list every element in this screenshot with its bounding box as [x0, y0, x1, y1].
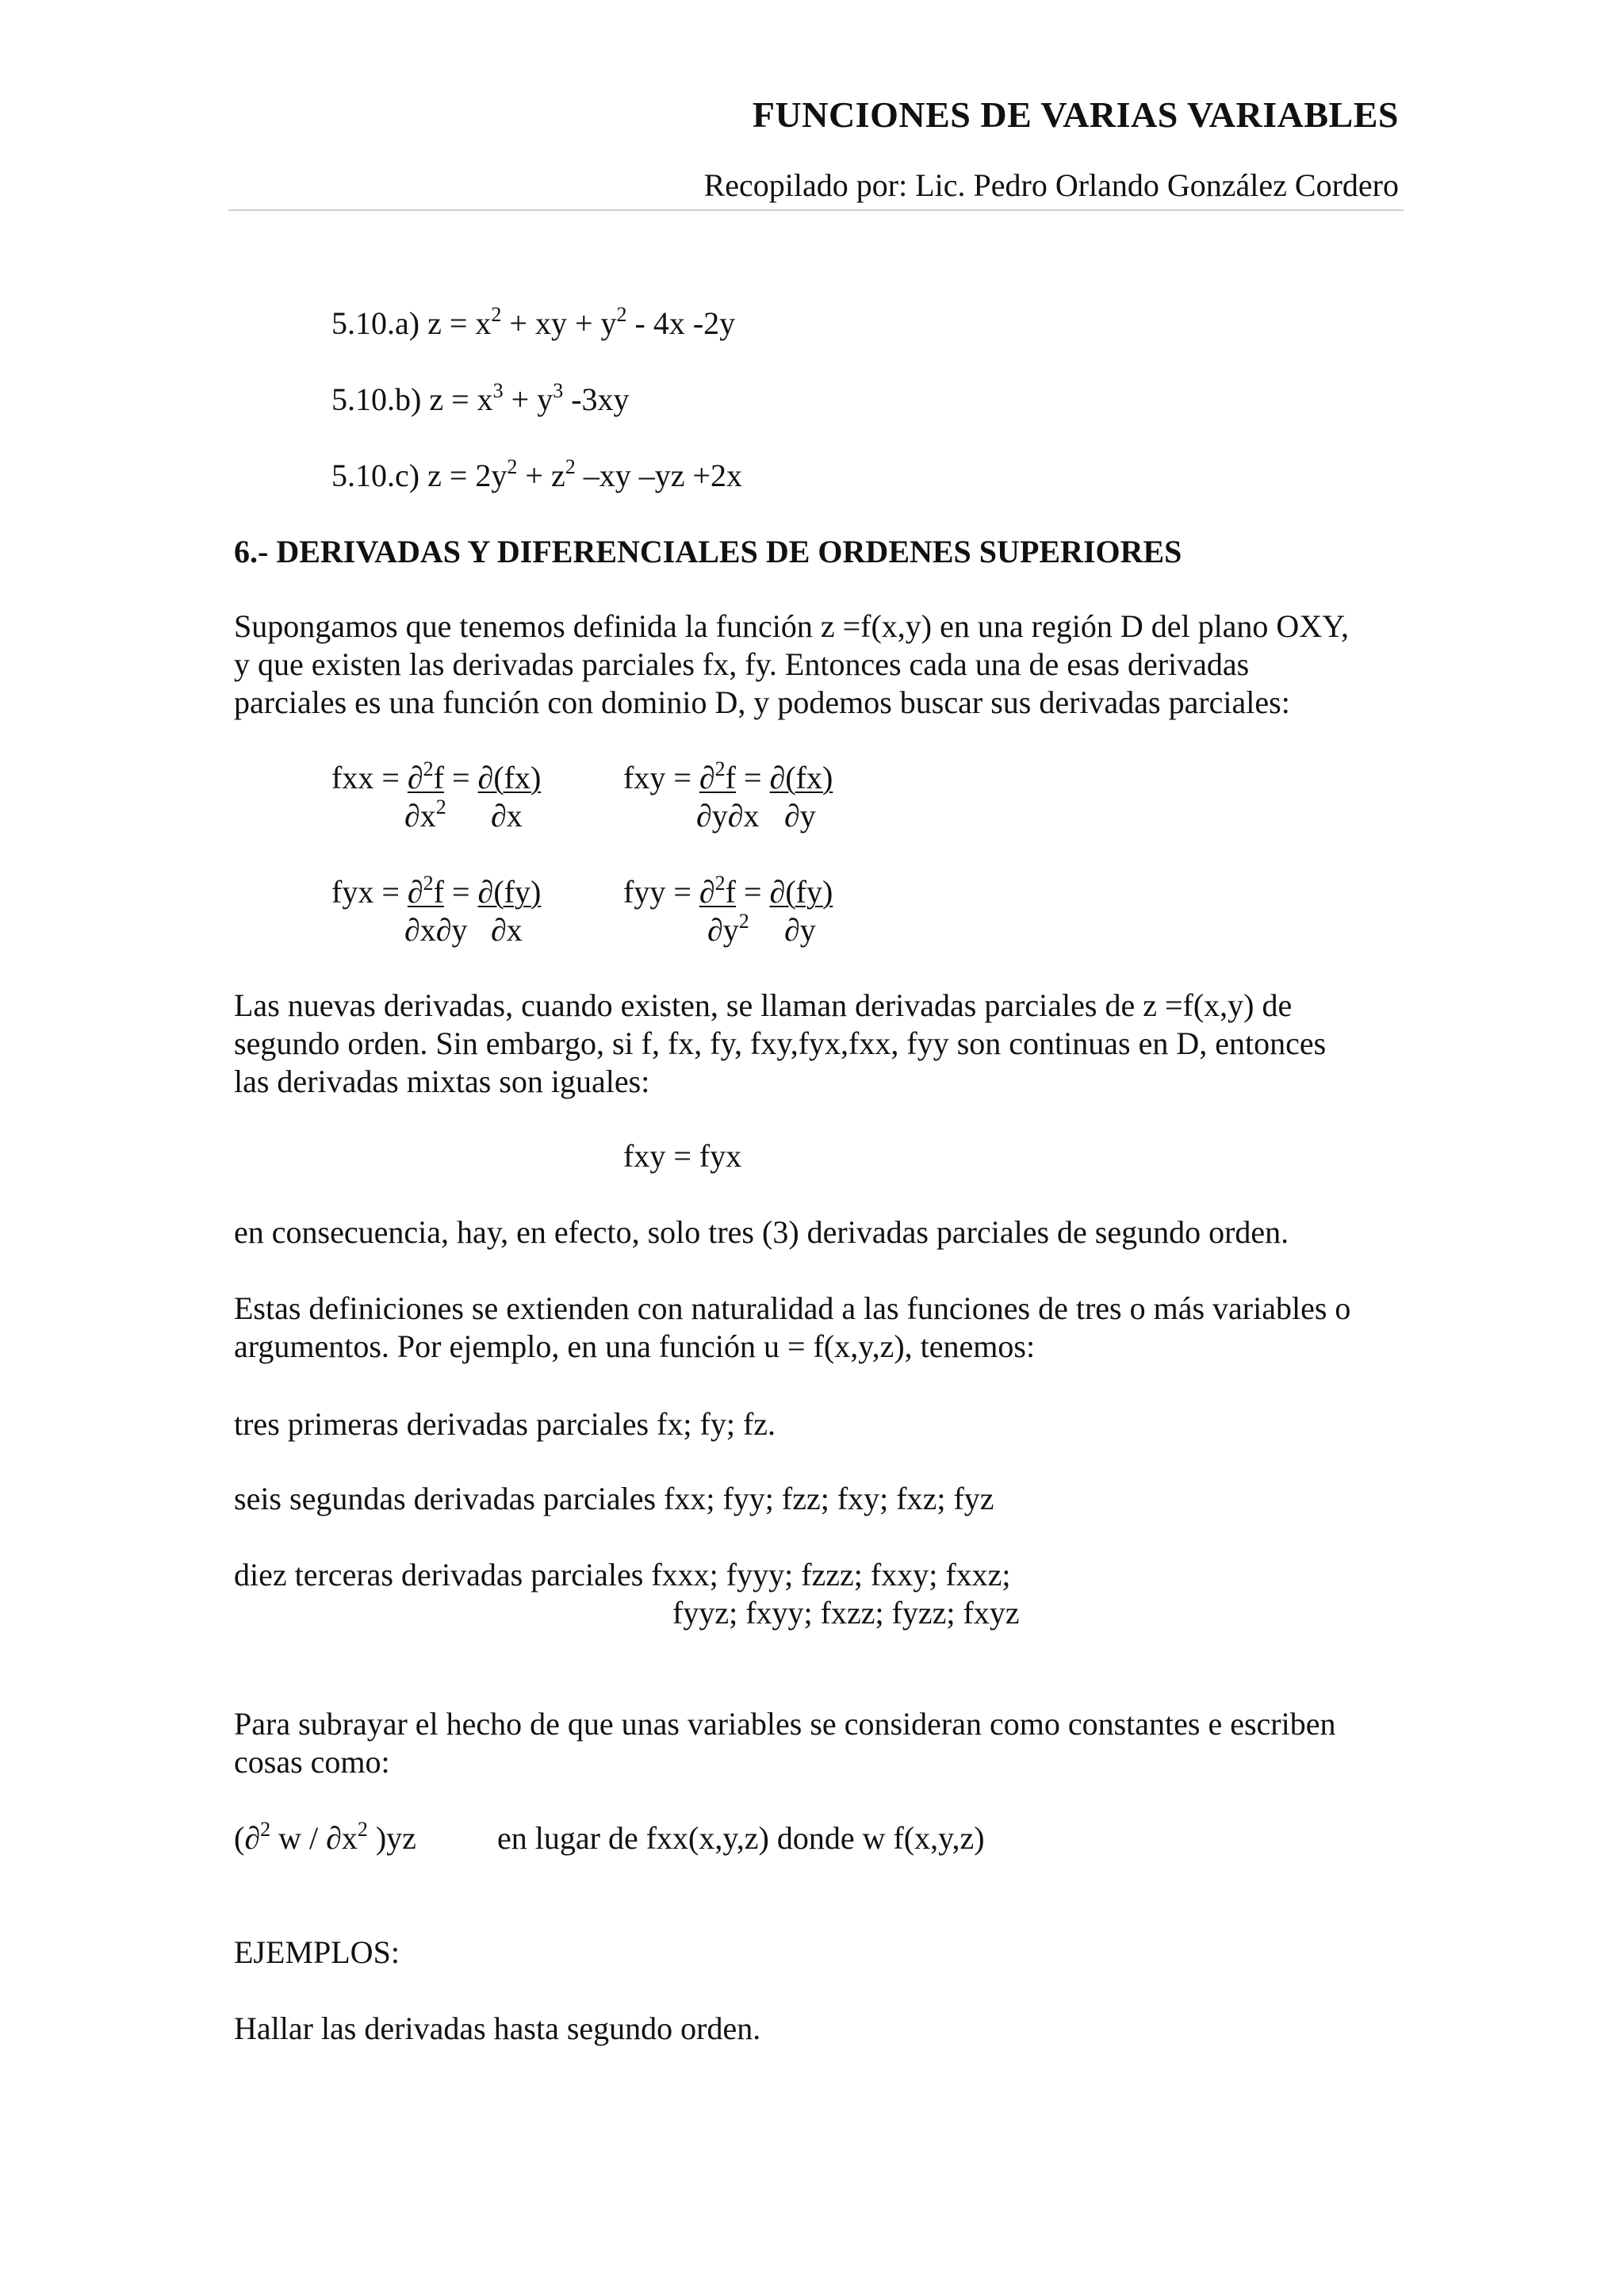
notation-part: (∂	[234, 1820, 261, 1856]
formula-fyy-numerator	[623, 873, 833, 911]
exponent: 2	[357, 1818, 368, 1841]
second-order-paragraph	[234, 987, 1408, 1101]
formula-fraction-num: ∂(fx)	[477, 760, 542, 795]
formula-part: f	[433, 760, 444, 795]
second-derivatives-line: seis segundas derivadas parciales fxx; fyy; fzz; fxy; fxz; fyz	[234, 1481, 994, 1516]
formula-fxx-numerator	[331, 759, 541, 797]
partial-symbol: ∂	[699, 874, 715, 910]
extension-paragraph	[234, 1290, 1408, 1366]
third-derivatives-continuation: fyyz; fxyy; fxzz; fyzz; fxyz	[672, 1595, 1020, 1631]
document-title: FUNCIONES DE VARIAS VARIABLES	[752, 94, 1399, 135]
exercise-text: –xy –yz +2x	[575, 458, 743, 493]
exponent: 2	[565, 455, 576, 478]
notation-explanation: en lugar de fxx(x,y,z) donde w f(x,y,z)	[497, 1820, 985, 1856]
exponent: 2	[491, 303, 502, 326]
exponent: 2	[423, 872, 434, 895]
exercise-text: 5.10.c) z = 2y	[331, 458, 508, 493]
paragraph-line: Para subrayar el hecho de que unas variables se consideran como constantes e escriben	[234, 1706, 1336, 1742]
examples-instruction: Hallar las derivadas hasta segundo orden.	[234, 2010, 761, 2046]
formula-fraction-num: ∂(fy)	[769, 874, 833, 910]
exponent: 2	[435, 795, 446, 818]
exercise-text: 5.10.a) z = x	[331, 305, 492, 341]
exponent: 2	[616, 303, 627, 326]
formula-part: f	[725, 874, 736, 910]
paragraph-line: Las nuevas derivadas, cuando existen, se llaman derivadas parciales de z =f(x,y) de	[234, 987, 1293, 1023]
exercise-text: + xy + y	[501, 305, 617, 341]
notation-part: )yz	[367, 1820, 416, 1856]
formula-lhs: fxx =	[331, 760, 408, 795]
examples-heading: EJEMPLOS:	[234, 1934, 400, 1970]
notation-expression	[234, 1819, 416, 1857]
formula-lhs: fyy =	[623, 874, 699, 910]
exercise-text: -3xy	[563, 381, 630, 417]
exercise-5-10-c	[331, 457, 742, 495]
formula-fyy-denominator	[707, 911, 749, 949]
partial-symbol: ∂	[407, 760, 423, 795]
section-heading: 6.- DERIVADAS Y DIFERENCIALES DE ORDENES SUPERIORES	[234, 534, 1182, 569]
partial-symbol: ∂	[407, 874, 423, 910]
exercise-text: + y	[503, 381, 553, 417]
formula-fraction-num	[408, 874, 444, 910]
mixed-derivatives-equality: fxy = fyx	[623, 1138, 742, 1174]
formula-fxx-denominator-2: ∂x	[491, 798, 523, 834]
exercise-5-10-a	[331, 305, 735, 343]
paragraph-line: y que existen las derivadas parciales fx, fy. Entonces cada una de esas derivadas	[234, 646, 1250, 682]
formula-fraction-num: ∂(fx)	[769, 760, 833, 795]
paragraph-line: segundo orden. Sin embargo, si f, fx, fy, fxy,fyx,fxx, fyy son continuas en D, entonces	[234, 1025, 1327, 1061]
exponent: 2	[714, 872, 726, 895]
first-derivatives-line: tres primeras derivadas parciales fx; fy; fz.	[234, 1406, 776, 1442]
formula-part: f	[725, 760, 736, 795]
exponent: 2	[738, 910, 749, 933]
formula-part: f	[433, 874, 444, 910]
exercise-text: - 4x -2y	[626, 305, 736, 341]
paragraph-line: Supongamos que tenemos definida la función z =f(x,y) en una región D del plano OXY,	[234, 608, 1349, 644]
formula-fxy-denominator-2: ∂y	[784, 798, 816, 834]
partial-symbol: ∂	[699, 760, 715, 795]
formula-fyy-denominator-2: ∂y	[784, 912, 816, 948]
formula-lhs: fyx =	[331, 874, 408, 910]
paragraph-line: cosas como:	[234, 1744, 390, 1780]
exponent: 3	[553, 379, 564, 402]
paragraph-line: argumentos. Por ejemplo, en una función u = f(x,y,z), tenemos:	[234, 1328, 1036, 1364]
formula-equals: =	[735, 760, 770, 795]
constants-paragraph	[234, 1705, 1408, 1781]
paragraph-line: Estas definiciones se extienden con naturalidad a las funciones de tres o más variables o	[234, 1290, 1351, 1326]
formula-fraction-num	[699, 757, 736, 795]
notation-part: w / ∂x	[270, 1820, 358, 1856]
exercise-text: 5.10.b) z = x	[331, 381, 493, 417]
exponent: 2	[714, 757, 726, 780]
exponent: 2	[423, 757, 434, 780]
exponent: 3	[492, 379, 504, 402]
formula-fraction-num	[407, 757, 444, 795]
header-divider	[228, 209, 1404, 211]
formula-fyx-denominator-2: ∂x	[491, 912, 523, 948]
formula-fyx-numerator	[331, 873, 541, 911]
formula-equals: =	[443, 760, 478, 795]
exercise-5-10-b	[331, 381, 630, 419]
formula-fraction-den: ∂y	[707, 912, 739, 948]
formula-fraction-num: ∂(fy)	[477, 874, 542, 910]
formula-fraction-num	[699, 874, 736, 910]
formula-fxy-denominator: ∂y∂x	[696, 798, 760, 834]
formula-fyx-denominator: ∂x∂y	[404, 912, 468, 948]
exponent: 2	[507, 455, 518, 478]
exercise-text: + z	[517, 458, 565, 493]
formula-fxy-numerator	[623, 759, 833, 797]
third-derivatives-line: diez terceras derivadas parciales fxxx; fyyy; fzzz; fxxy; fxxz;	[234, 1557, 1011, 1593]
paragraph-line: las derivadas mixtas son iguales:	[234, 1064, 650, 1099]
formula-fxx-denominator	[404, 797, 446, 835]
formula-equals: =	[443, 874, 478, 910]
formula-fraction-den: ∂x	[404, 798, 436, 834]
formula-equals: =	[735, 874, 770, 910]
consequence-paragraph: en consecuencia, hay, en efecto, solo tres (3) derivadas parciales de segundo orden.	[234, 1214, 1289, 1250]
exponent: 2	[260, 1818, 271, 1841]
document-author: Recopilado por: Lic. Pedro Orlando González Cordero	[703, 167, 1399, 203]
intro-paragraph	[234, 608, 1408, 722]
formula-lhs: fxy =	[623, 760, 699, 795]
paragraph-line: parciales es una función con dominio D, y podemos buscar sus derivadas parciales:	[234, 684, 1290, 720]
